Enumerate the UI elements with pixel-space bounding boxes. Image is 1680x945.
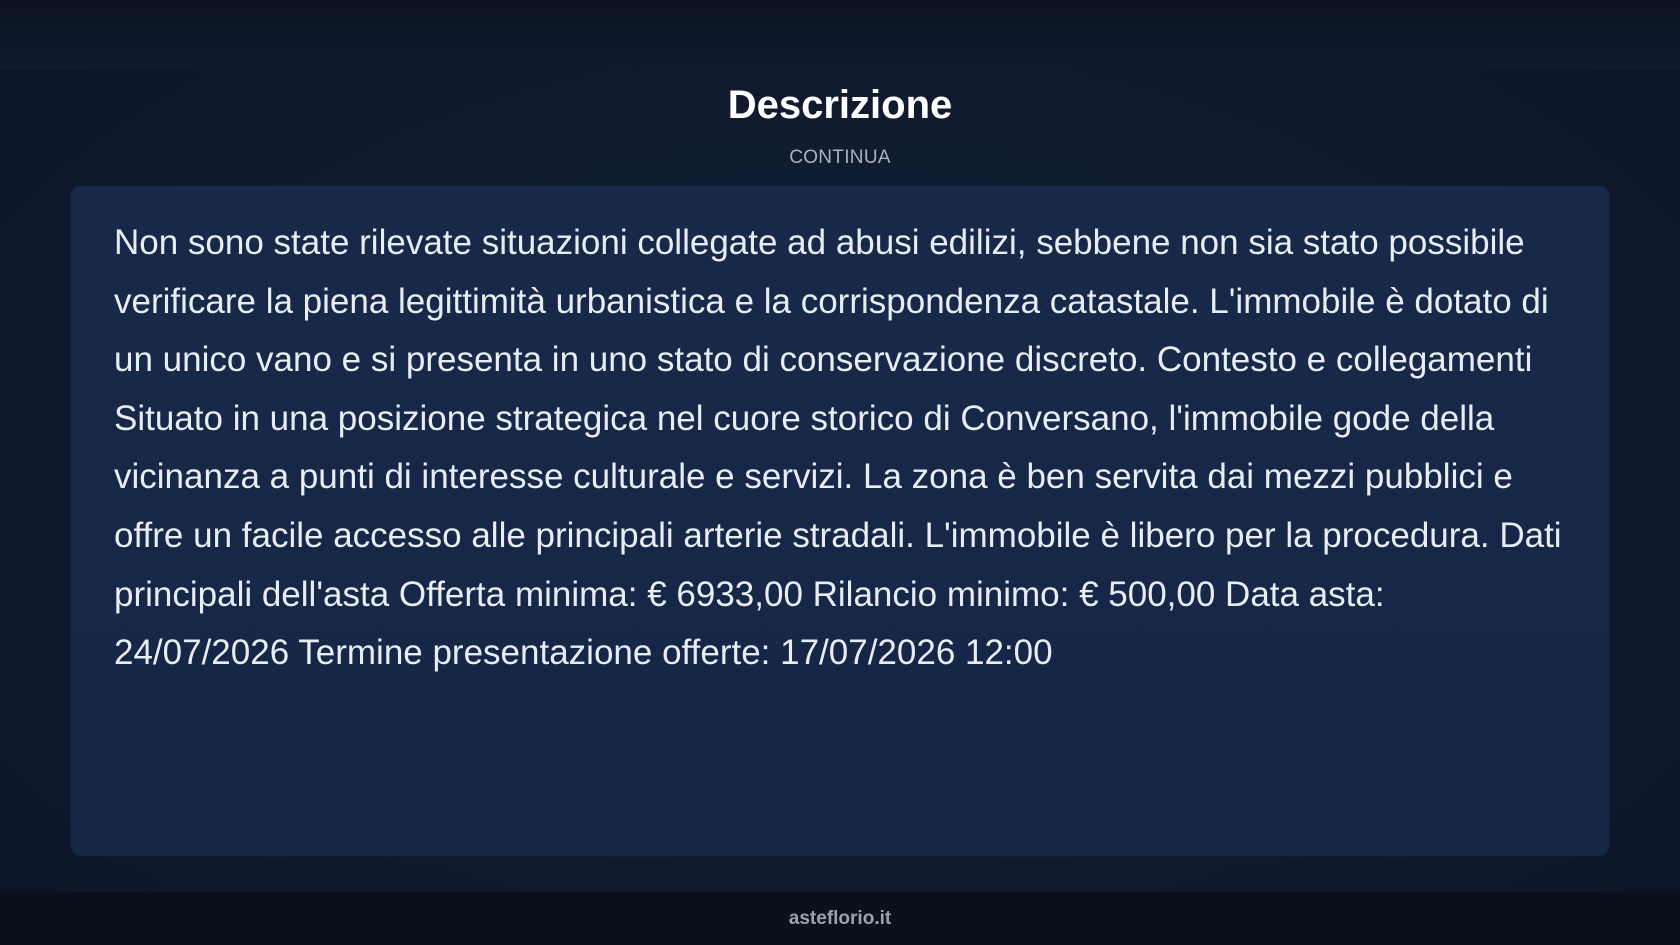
continue-label: CONTINUA <box>789 147 891 168</box>
footer <box>0 892 1680 945</box>
top-band <box>0 0 1680 70</box>
page-title: Descrizione <box>727 83 953 127</box>
footer-site: asteflorio.it <box>788 908 892 929</box>
description-card <box>71 186 1609 856</box>
header <box>0 78 1680 170</box>
description-text: Non sono state rilevate situazioni collegate ad abusi edilizi, sebbene non sia stato possibile verificare la piena legittimità urbanistica e la corrispondenza catastale. L'immobile è dotato di un unico vano e si presenta in uno stato di conservazione discreto. Contesto e collegamenti Situato in una posizione strategica nel cuore storico di Conversano, l'immobile gode della vicinanza a punti di interesse culturale e servizi. La zona è ben servita dai mezzi pubblici e offre un facile accesso alle principali arterie stradali. L'immobile è libero per la procedura. Dati principali dell'asta Offerta minima: € 6933,00 Rilancio minimo: € 500,00 Data asta: 24/07/2026 Termine presentazione offerte: 17/07/2026 12:00 <box>114 223 1562 673</box>
